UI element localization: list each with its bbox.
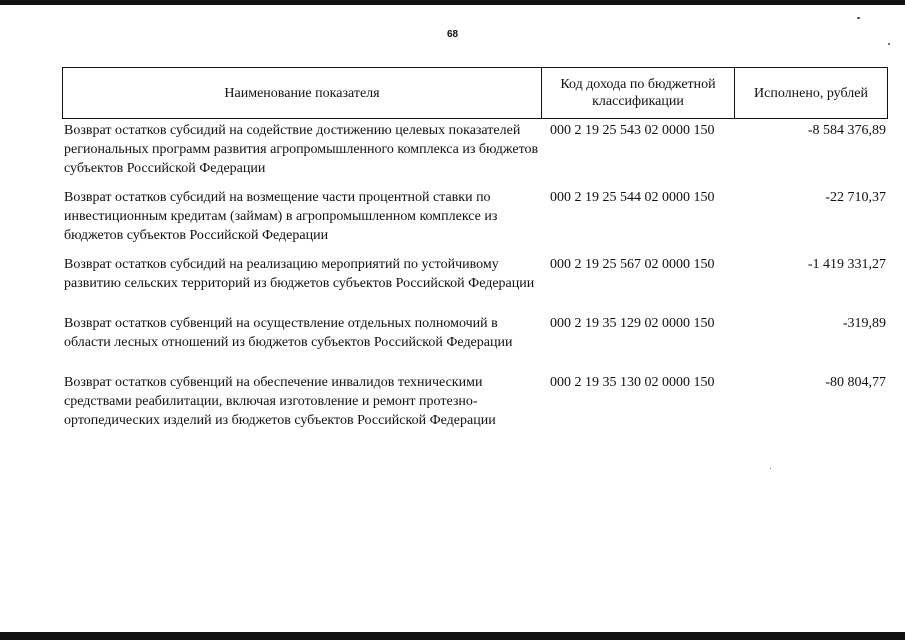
row-name: Возврат остатков субсидий на возмещение части процентной ставки по инвестиционным кредитам (займам) в агропромышленном комплексе из бюджетов субъектов Российской Федерации — [64, 190, 498, 243]
table-header — [62, 67, 888, 119]
table-row — [62, 373, 888, 451]
top-scan-border — [0, 0, 905, 5]
header-name: Наименование показателя — [63, 68, 542, 118]
header-executed: Исполнено, рублей — [754, 85, 868, 101]
row-name: Возврат остатков субвенций на осуществление отдельных полномочий в области лесных отношений из бюджетов субъектов Российской Федерации — [64, 316, 513, 350]
row-name: Возврат остатков субвенций на обеспечение инвалидов техническими средствами реабилитации, включая изготовление и ремонт протезно-ортопедических изделий из бюджетов субъектов Российской Федерации — [64, 375, 496, 428]
page-number: 68 — [446, 29, 459, 40]
row-code: 000 2 19 35 130 02 0000 150 — [550, 375, 715, 390]
table-body — [62, 121, 888, 451]
bottom-scan-border — [0, 632, 905, 640]
table-row — [62, 188, 888, 255]
row-amount: -1 419 331,27 — [807, 257, 886, 272]
row-name: Возврат остатков субсидий на содействие достижению целевых показателей региональных программ развития агропромышленного комплекса из бюджетов субъектов Российской Федерации — [64, 123, 539, 176]
header-code: Код дохода по бюджетной классификации — [542, 68, 735, 118]
row-amount: -22 710,37 — [825, 190, 886, 205]
row-code: 000 2 19 25 567 02 0000 150 — [550, 257, 715, 272]
scan-speck — [888, 43, 890, 45]
scan-speck — [770, 468, 771, 469]
row-amount: -8 584 376,89 — [807, 123, 886, 138]
row-name: Возврат остатков субсидий на реализацию мероприятий по устойчивому развитию сельских территорий из бюджетов субъектов Российской Федерации — [64, 257, 535, 291]
row-code: 000 2 19 25 544 02 0000 150 — [550, 190, 715, 205]
row-code: 000 2 19 35 129 02 0000 150 — [550, 316, 715, 331]
row-amount: -80 804,77 — [825, 375, 886, 390]
row-amount: -319,89 — [842, 316, 886, 331]
row-code: 000 2 19 25 543 02 0000 150 — [550, 123, 715, 138]
table-row — [62, 121, 888, 188]
table-row — [62, 314, 888, 373]
table-row — [62, 255, 888, 314]
scan-speck — [857, 17, 860, 19]
